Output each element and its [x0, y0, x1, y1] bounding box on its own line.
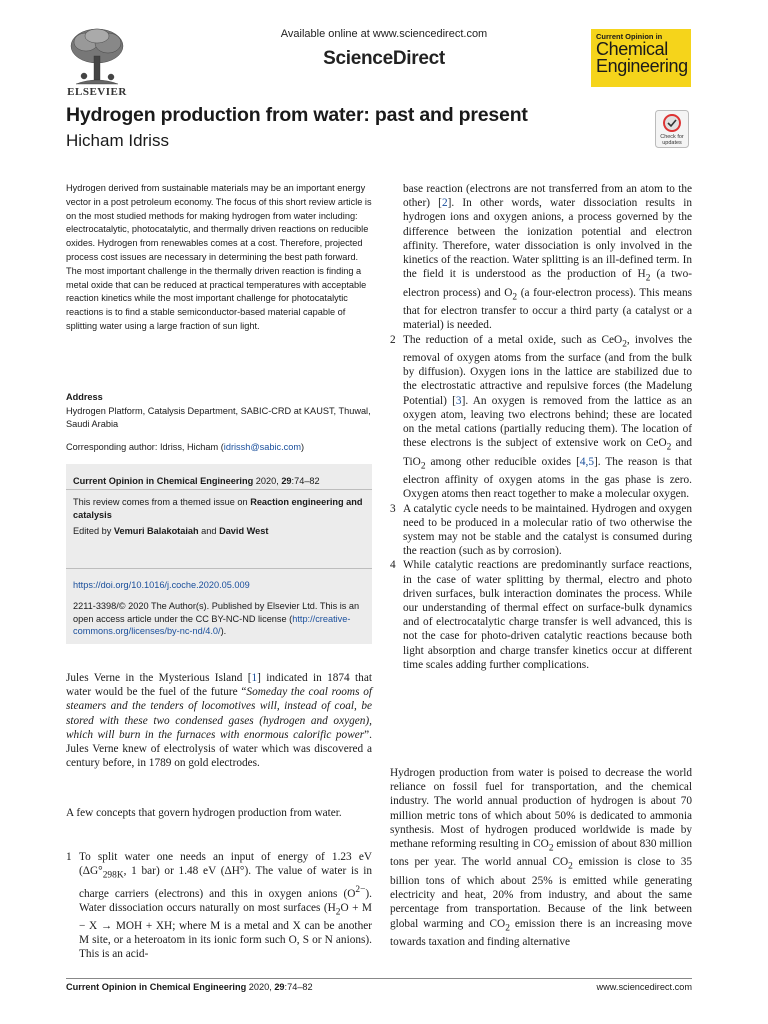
sub-2: 2	[420, 460, 426, 471]
license-prefix: 2211-3398/© 2020 The Author(s). Published by Elsevier Ltd. This is an open access article under the CC BY-NC-ND license (	[73, 601, 360, 624]
journal-cover-line1: Chemical	[596, 39, 668, 59]
list-number: 3	[390, 502, 396, 515]
themed-prefix: This review comes from a themed issue on	[73, 497, 251, 507]
item1-sup: 2−	[355, 884, 366, 895]
corresp-label: Corresponding author: Idriss, Hicham (	[66, 442, 224, 452]
journal-name: Current Opinion in Chemical Engineering	[73, 476, 254, 486]
verne-quote: Someday the coal rooms of steamers and the tenders of locomotives will, instead of coal, be stored with these two condensed gases (hydrogen and oxygen), which will burn in the furnaces with enormous calorific power	[66, 686, 372, 741]
edited-by	[73, 526, 268, 536]
h2-text-b: emission of about 830 million tons per year. The world annual CO	[390, 838, 692, 869]
list-item-3	[390, 502, 692, 559]
abstract: Hydrogen derived from sustainable materials may be an important energy vector in a post petroleum economy. The focus of this short review article is on the most studied methods for making hydrogen from water including: electrocatalytic, photocatalytic, and thermally driven reactions on reducible oxides. Hydrogen from renewables comes at a cost. Therefore, projected process cost issues are necessary in determining the best path forward. The most important challenge in the thermally driven reaction is finding a metal oxide that can be reduced at practical temperatures with acceptable reaction kinetics while the most important challenge for photocatalytic reactions is to find a stable semiconductor-based material capable of splitting water using a large fraction of sun light.	[66, 183, 372, 331]
h2-text-a: Hydrogen production from water is poised to decrease the world reliance on fossil fuel for transportation, and the chemical industry. The world annual production of hydrogen is about 70 million metric tons of which about 50% is dedicated to ammonia synthesis. Most of hydrogen produced worldwide is made by methane reforming resulting in CO	[390, 767, 692, 851]
article-title: Hydrogen production from water: past and present	[66, 104, 528, 126]
sciencedirect-brand[interactable]: ScienceDirect	[323, 48, 445, 69]
list-item	[66, 850, 372, 962]
list-item-1-continued	[390, 182, 692, 333]
item2-text-d: and TiO	[403, 437, 692, 468]
footer-citation	[66, 982, 313, 992]
sub-2: 2	[512, 291, 518, 302]
corresponding-author	[66, 442, 372, 452]
list-number: 1	[66, 851, 72, 863]
themed-issue	[73, 496, 365, 521]
sub-2: 2	[666, 442, 672, 453]
item1-text-b: , 1 bar) or 1.48 eV (ΔH°). The value of water is in charge carriers (electrons) and this in oxygen anions (O	[79, 865, 372, 900]
email-link[interactable]: idrissh@sabic.com	[223, 442, 302, 452]
list-number: 2	[390, 333, 396, 346]
intro-text-3: ”. Jules Verne knew of electrolysis of water which was discovered a century before, in 1789 on gold electrodes.	[66, 728, 372, 770]
license-end: ).	[220, 626, 227, 637]
journal-cover-line2: Engineering	[596, 56, 688, 76]
item2-text-c: ]. An oxygen is removed from the lattice as an oxygen atom, leaving two electrons behind; these are located on the metal cations (partially reducing them). The location of these electrons is the subject of extensive work on CeO	[403, 394, 692, 450]
footer-journal: Current Opinion in Chemical Engineering	[66, 982, 247, 992]
journal-cover[interactable]	[591, 29, 691, 87]
publisher-name: ELSEVIER	[67, 86, 127, 98]
journal-year: 2020,	[253, 476, 282, 486]
intro-text-2: ] indicated in 1874 that water would be the fuel of the future “	[66, 672, 372, 699]
corresp-end: )	[301, 442, 305, 452]
item2-text-e: among other reducible oxides [	[425, 455, 580, 468]
journal-pages: :74–82	[291, 476, 320, 486]
license-text	[73, 600, 369, 638]
check-updates-line1: Check for	[660, 134, 684, 140]
intro-text-1: Jules Verne in the Mysterious Island [	[66, 672, 252, 684]
article-info-box	[66, 464, 372, 644]
item1-text-d: O + M − X → MOH + XH; where M is a metal and X can be another M site, or a heteroatom in its ionic form such O, S or N anions). This is an acid-	[79, 901, 372, 961]
license-link[interactable]: http://creative-commons.org/licenses/by-nc-nd/4.0/	[73, 613, 351, 637]
item1-text-c: ). Water dissociation occurs naturally on most surfaces (H	[79, 887, 372, 914]
item1-cont-d: (a four-electron process). This means that for electron transfer to occur a third party (a catalyst or a material) is needed.	[403, 286, 692, 332]
journal-volume: 29	[281, 476, 292, 486]
doi-link[interactable]: https://doi.org/10.1016/j.coche.2020.05.009	[73, 580, 250, 590]
journal-citation	[73, 476, 320, 486]
intro-paragraph	[66, 671, 372, 770]
footer-pages: :74–82	[284, 982, 313, 992]
list-item-4	[390, 558, 692, 672]
available-online-text: Available online at www.sciencedirect.com	[280, 28, 488, 40]
footer-volume: 29	[274, 982, 285, 992]
concepts-paragraph: A few concepts that govern hydrogen production from water.	[66, 807, 342, 819]
h2-text-d: emission there is an increasing move towards taxation and finding alternative	[390, 917, 692, 948]
right-column	[390, 182, 692, 672]
sub-2: 2	[568, 861, 573, 872]
citation-link[interactable]: 3	[455, 394, 462, 407]
sub-2: 2	[645, 273, 651, 284]
check-for-updates-badge[interactable]	[655, 110, 689, 148]
citation-link[interactable]: 2	[441, 197, 448, 210]
item3-text: A catalytic cycle needs to be maintained. Hydrogen and oxygen need to be produced in a molecular ratio of two otherwise the system may not be stable and the catalyst is consumed during the reaction (such as by corrosion).	[403, 502, 692, 558]
journal-cover-top: Current Opinion in	[596, 32, 663, 41]
item1-sub2: 2	[335, 906, 341, 917]
sub-2: 2	[505, 922, 510, 933]
address-heading: Address	[66, 392, 103, 402]
item1-sub: 298K	[102, 870, 124, 881]
item4-text: While catalytic reactions are predominantly surface reactions, in the case of water splitting by thermal, electro and photo driven surfaces, bulk interaction dominates the process. While our understanding of thermal effect on surface-bulk dynamics and of electrocatalytic charge transfer is well advanced, this is not the case for photo-driven catalytic reactions because both light absorption and charge transfer kinetics occur at different time scales adding further complications.	[403, 559, 692, 671]
item2-text-f: ]. The reason is that electron affinity of oxygen atoms in the gas phase is zero. Oxygen atoms then react together to make a molecular oxygen.	[403, 455, 692, 501]
item1-text-a: To split water one needs an input of energy of 1.23 eV (ΔG°	[79, 851, 372, 878]
footer-divider	[66, 978, 692, 979]
list-number: 4	[390, 559, 396, 572]
citation-link[interactable]: 4,5	[579, 455, 594, 468]
divider	[66, 568, 372, 569]
journal-cover-title	[596, 41, 688, 75]
citation-link[interactable]: 1	[251, 672, 258, 684]
editor-2: David West	[219, 526, 269, 536]
footer-site-link[interactable]: www.sciencedirect.com	[596, 982, 692, 992]
list-item-1	[66, 850, 372, 962]
themed-topic: Reaction engineering and catalysis	[73, 497, 363, 520]
item1-cont-c: (a two-electron process) and O	[403, 268, 692, 299]
edited-prefix: Edited by	[73, 526, 114, 536]
author-name: Hicham Idriss	[66, 131, 169, 150]
hydrogen-production-paragraph	[390, 766, 692, 949]
sub-2: 2	[548, 843, 554, 854]
h2-text-c: emission is close to 35 billion tons of which about 25% is emitted while generating electricity and heat, 20% from industry, and about the same percentage from transportation. Because of the link between global warming and CO	[390, 856, 692, 930]
editor-1: Vemuri Balakotaiah	[113, 526, 199, 536]
item2-text-b: , involves the removal of oxygen atoms from the surface (and from the bulk by diffusion). Oxygen ions in the lattice are stabilized due to the electrostatic attractive and repulsive forces (the Madelung Potential) [	[403, 333, 692, 407]
sub-2: 2	[622, 338, 627, 349]
editor-and: and	[198, 526, 220, 536]
footer-year: 2020,	[246, 982, 275, 992]
divider	[66, 489, 372, 490]
check-updates-line2: updates	[662, 140, 682, 146]
item1-cont-b: ]. In other words, water dissociation results in hydrogen ions and oxygen anions, a process governed by the difference between the ionization potential and electron affinity. Therefore, water dissociation is only involved in the kinetics of the reaction. Water splitting is an ill-defined term. In the field it is understood as the production of H	[403, 197, 692, 281]
list-item-2	[390, 333, 692, 502]
item2-text-a: The reduction of a metal oxide, such as CeO	[403, 333, 623, 346]
address-text: Hydrogen Platform, Catalysis Department, SABIC-CRD at KAUST, Thuwal, Saudi Arabia	[66, 406, 371, 429]
item1-cont-a: base reaction (electrons are not transferred from an atom to the other) [	[403, 183, 692, 210]
